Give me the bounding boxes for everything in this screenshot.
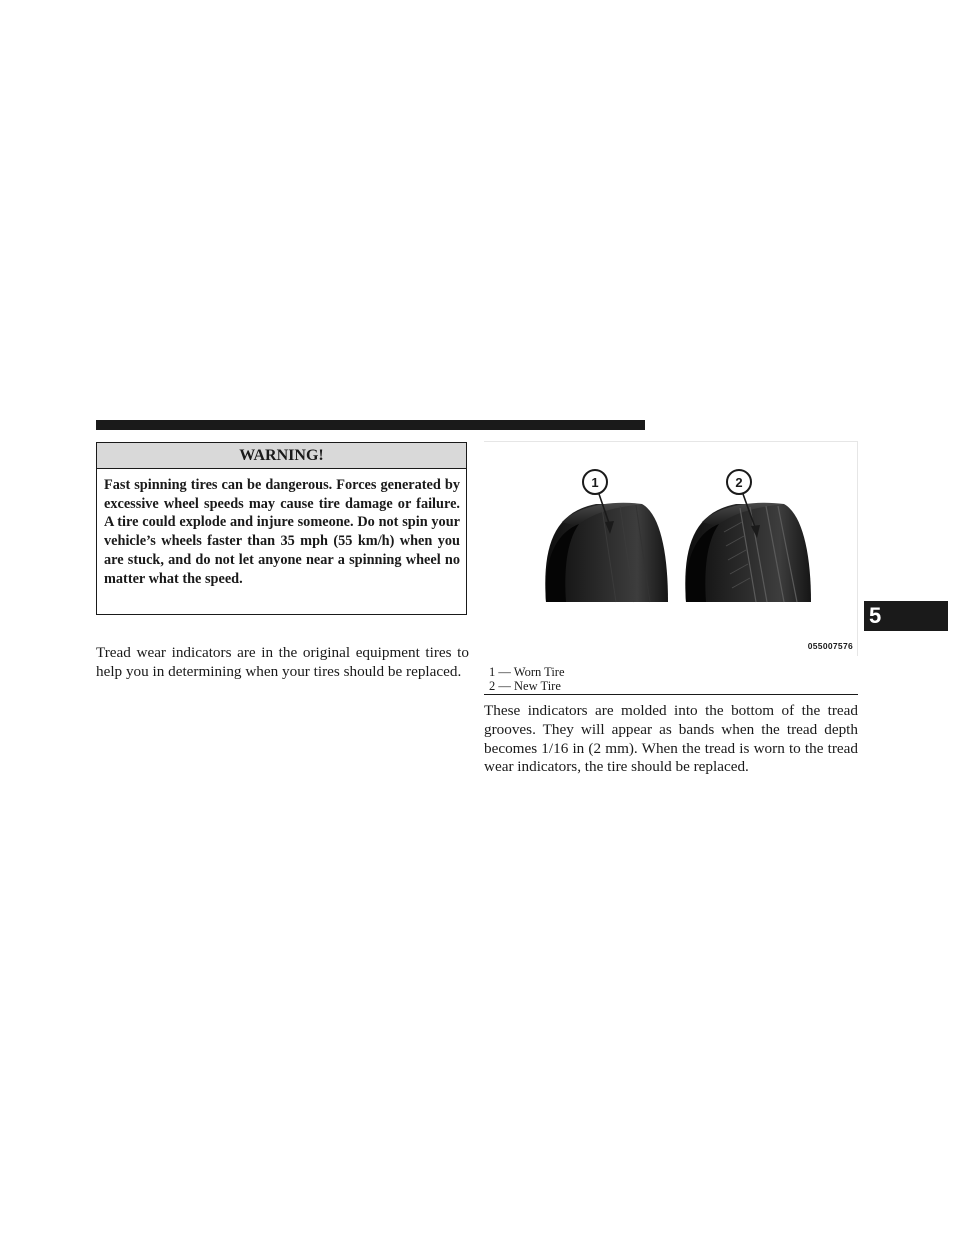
legend-item-worn-tire: 1 — Worn Tire — [489, 665, 565, 679]
warning-body: Fast spinning tires can be dangerous. Forces generated by excessive wheel speeds may cause tire damage or failure. A tire could explode and injure someone. Do not spin your vehicle’s wheels faster than 35 mph (55 km/h) when you are stuck, and do not let anyone near a spinning wheel no matter what the speed. — [104, 477, 460, 587]
legend-item-new-tire: 2 — New Tire — [489, 679, 561, 693]
tire-illustration — [484, 442, 858, 657]
warning-title: WARNING! — [97, 443, 466, 469]
chapter-tab: 5 — [864, 601, 948, 631]
figure-legend — [484, 665, 858, 695]
new-tire-image — [685, 503, 811, 602]
figure-code: 055007576 — [807, 641, 853, 651]
section-rule — [96, 420, 645, 430]
callout-2-label: 2 — [735, 475, 743, 490]
tire-figure — [484, 441, 858, 656]
intro-paragraph: Tread wear indicators are in the original equipment tires to help you in determining when your tires should be replaced. — [96, 644, 469, 680]
warning-box — [96, 442, 467, 615]
indicators-paragraph: These indicators are molded into the bottom of the tread grooves. They will appear as bands when the tread depth becomes 1/16 in (2 mm). When the tread is worn to the tread wear indicators, the tire should be replaced. — [484, 702, 858, 776]
callout-1-label: 1 — [591, 475, 599, 490]
